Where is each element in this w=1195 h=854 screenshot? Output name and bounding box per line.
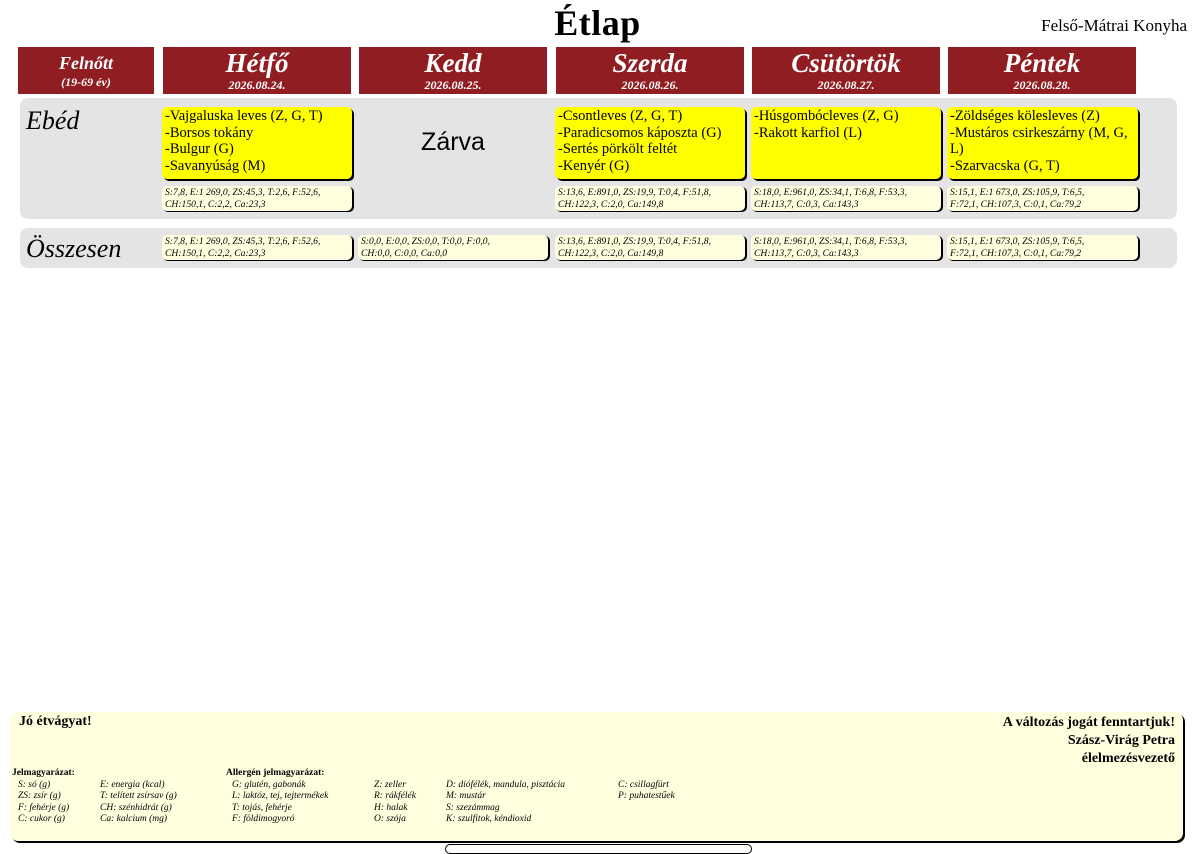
nutrition-thursday (751, 186, 941, 211)
header-date: 2026.08.28. (1013, 78, 1071, 92)
legend-item: T: telített zsírsav (g) (100, 791, 177, 802)
legend-col-1 (18, 780, 69, 825)
header-friday (948, 47, 1136, 94)
nutrition-line: CH:150,1, C:2,2, Ca:23,3 (165, 198, 266, 210)
legend-item: CH: szénhidrát (g) (100, 802, 172, 813)
allergen-item: D: diófélék, mandula, pisztácia (446, 780, 565, 790)
nutrition-monday (162, 186, 352, 211)
change-notice: A változás jogát fenntartjuk! (1002, 715, 1175, 730)
allergen-col-3 (446, 780, 565, 825)
allergen-item: G: glutén, gabonák (232, 780, 306, 790)
dish: -Sertés pörkölt feltét (558, 141, 678, 157)
allergen-title-block (226, 768, 324, 779)
header-date: 2026.08.27. (817, 78, 875, 92)
dish: -Mustáros csirkeszárny (M, G, L) (950, 124, 1128, 157)
allergen-item: O: szója (374, 813, 406, 824)
menu-thursday (751, 107, 941, 179)
nutrition-line: CH:122,3, C:2,0, Ca:149,8 (558, 247, 664, 259)
legend-item: F: fehérje (g) (18, 802, 70, 813)
allergen-col-2 (374, 780, 416, 825)
total-thursday (751, 235, 941, 260)
legend-item: S: só (g) (18, 780, 51, 790)
nutrition-line: S:15,1, E:1 673,0, ZS:105,9, T:6,5, (950, 236, 1085, 247)
kitchen-name: Felső-Mátrai Konyha (1041, 16, 1187, 35)
footer-panel (10, 712, 1183, 841)
nutrition-line: CH:150,1, C:2,2, Ca:23,3 (165, 247, 266, 259)
header-day: Kedd (424, 48, 482, 78)
nutrition-friday (947, 186, 1138, 211)
header-date: 2026.08.24. (228, 78, 286, 92)
allergen-item: T: tojás, fehérje (232, 802, 292, 813)
header-date: 2026.08.25. (424, 78, 482, 92)
nutrition-line: CH:113,7, C:0,3, Ca:143,3 (754, 198, 859, 210)
header-tuesday (359, 47, 547, 94)
header-monday (163, 47, 351, 94)
menu-monday (162, 107, 352, 179)
legend-title-block (12, 768, 75, 779)
nutrition-wednesday (555, 186, 745, 211)
legend-title: Jelmagyarázat: (12, 768, 75, 778)
dish: -Savanyúság (M) (165, 157, 266, 174)
dish: -Húsgombócleves (Z, G) (754, 108, 899, 124)
greeting: Jó étvágyat! (19, 714, 92, 729)
nutrition-line: F:72,1, CH:107,3, C:0,1, Ca:79,2 (950, 247, 1082, 259)
header-day: Péntek (1003, 48, 1081, 78)
nutrition-line: F:72,1, CH:107,3, C:0,1, Ca:79,2 (950, 198, 1082, 210)
dish: -Szarvacska (G, T) (950, 157, 1060, 174)
nutrition-line: S:15,1, E:1 673,0, ZS:105,9, T:6,5, (950, 187, 1085, 198)
nutrition-line: S:18,0, E:961,0, ZS:34,1, T:6,8, F:53,3, (754, 187, 907, 198)
allergen-item: S: szezámmag (446, 802, 500, 813)
header-thursday (752, 47, 940, 94)
nutrition-line: CH:0,0, C:0,0, Ca:0,0 (361, 247, 448, 259)
nutrition-line: S:7,8, E:1 269,0, ZS:45,3, T:2,6, F:52,6, (165, 236, 321, 247)
allergen-title: Allergén jelmagyarázat: (226, 768, 325, 778)
allergen-item: F: földimogyoró (232, 813, 295, 824)
nutrition-line: S:13,6, E:891,0, ZS:19,9, T:0,4, F:51,8, (558, 187, 711, 198)
footer-signature (1003, 714, 1175, 768)
header-sub: (19-69 év) (61, 75, 111, 89)
allergen-item: L: laktóz, tej, tejtermékek (232, 791, 329, 802)
header-wednesday (556, 47, 744, 94)
nutrition-line: S:0,0, E:0,0, ZS:0,0, T:0,0, F:0,0, (361, 236, 490, 247)
header-day: Felnőtt (58, 53, 113, 73)
header-day: Hétfő (225, 48, 289, 78)
page-title: Étlap (554, 3, 641, 43)
total-friday (947, 235, 1138, 260)
menu-wednesday (555, 107, 745, 179)
allergen-item: M: mustár (446, 791, 486, 802)
dish: -Rakott karfiol (L) (754, 124, 862, 141)
lunch-label: Ebéd (26, 106, 80, 135)
legend-item: Ca: kalcium (mg) (100, 813, 168, 824)
legend-item: ZS: zsír (g) (18, 791, 61, 802)
closed-notice-tuesday: Zárva (421, 128, 485, 156)
legend-item: E: energia (kcal) (100, 780, 165, 790)
allergen-item: Z: zeller (374, 780, 406, 790)
allergen-item: P: puhatestűek (618, 791, 675, 802)
menu-friday (947, 107, 1138, 179)
nutrition-line: S:13,6, E:891,0, ZS:19,9, T:0,4, F:51,8, (558, 236, 711, 247)
header-day: Csütörtök (791, 48, 901, 78)
nutrition-line: S:18,0, E:961,0, ZS:34,1, T:6,8, F:53,3, (754, 236, 907, 247)
dish: -Zöldséges kölesleves (Z) (950, 108, 1100, 124)
legend-col-2 (100, 780, 177, 825)
header-audience (18, 47, 154, 94)
dish: -Bulgur (G) (165, 141, 234, 157)
dish: -Vajgaluska leves (Z, G, T) (165, 108, 323, 124)
signer-role: élelmezésvezető (1081, 751, 1175, 766)
total-monday (162, 235, 352, 260)
dish: -Paradicsomos káposzta (G) (558, 124, 722, 141)
allergen-col-4 (618, 780, 675, 803)
header-date: 2026.08.26. (621, 78, 679, 92)
dish: -Borsos tokány (165, 124, 254, 141)
nutrition-line: CH:113,7, C:0,3, Ca:143,3 (754, 247, 859, 259)
allergen-col-1 (232, 780, 328, 825)
nutrition-line: CH:122,3, C:2,0, Ca:149,8 (558, 198, 664, 210)
header-day: Szerda (612, 48, 688, 78)
dish: -Kenyér (G) (558, 157, 630, 174)
total-label: Összesen (26, 234, 122, 263)
signer-name: Szász-Virág Petra (1067, 733, 1175, 748)
nutrition-line: S:7,8, E:1 269,0, ZS:45,3, T:2,6, F:52,6, (165, 187, 321, 198)
allergen-item: R: rákfélék (374, 791, 416, 802)
allergen-item: C: csillagfürt (618, 780, 669, 790)
allergen-item: K: szulfitok, kéndioxid (446, 813, 532, 824)
dish: -Csontleves (Z, G, T) (558, 108, 683, 124)
total-tuesday (358, 235, 548, 260)
total-wednesday (555, 235, 745, 260)
legend-item: C: cukor (g) (18, 813, 65, 824)
allergen-item: H: halak (374, 802, 408, 813)
